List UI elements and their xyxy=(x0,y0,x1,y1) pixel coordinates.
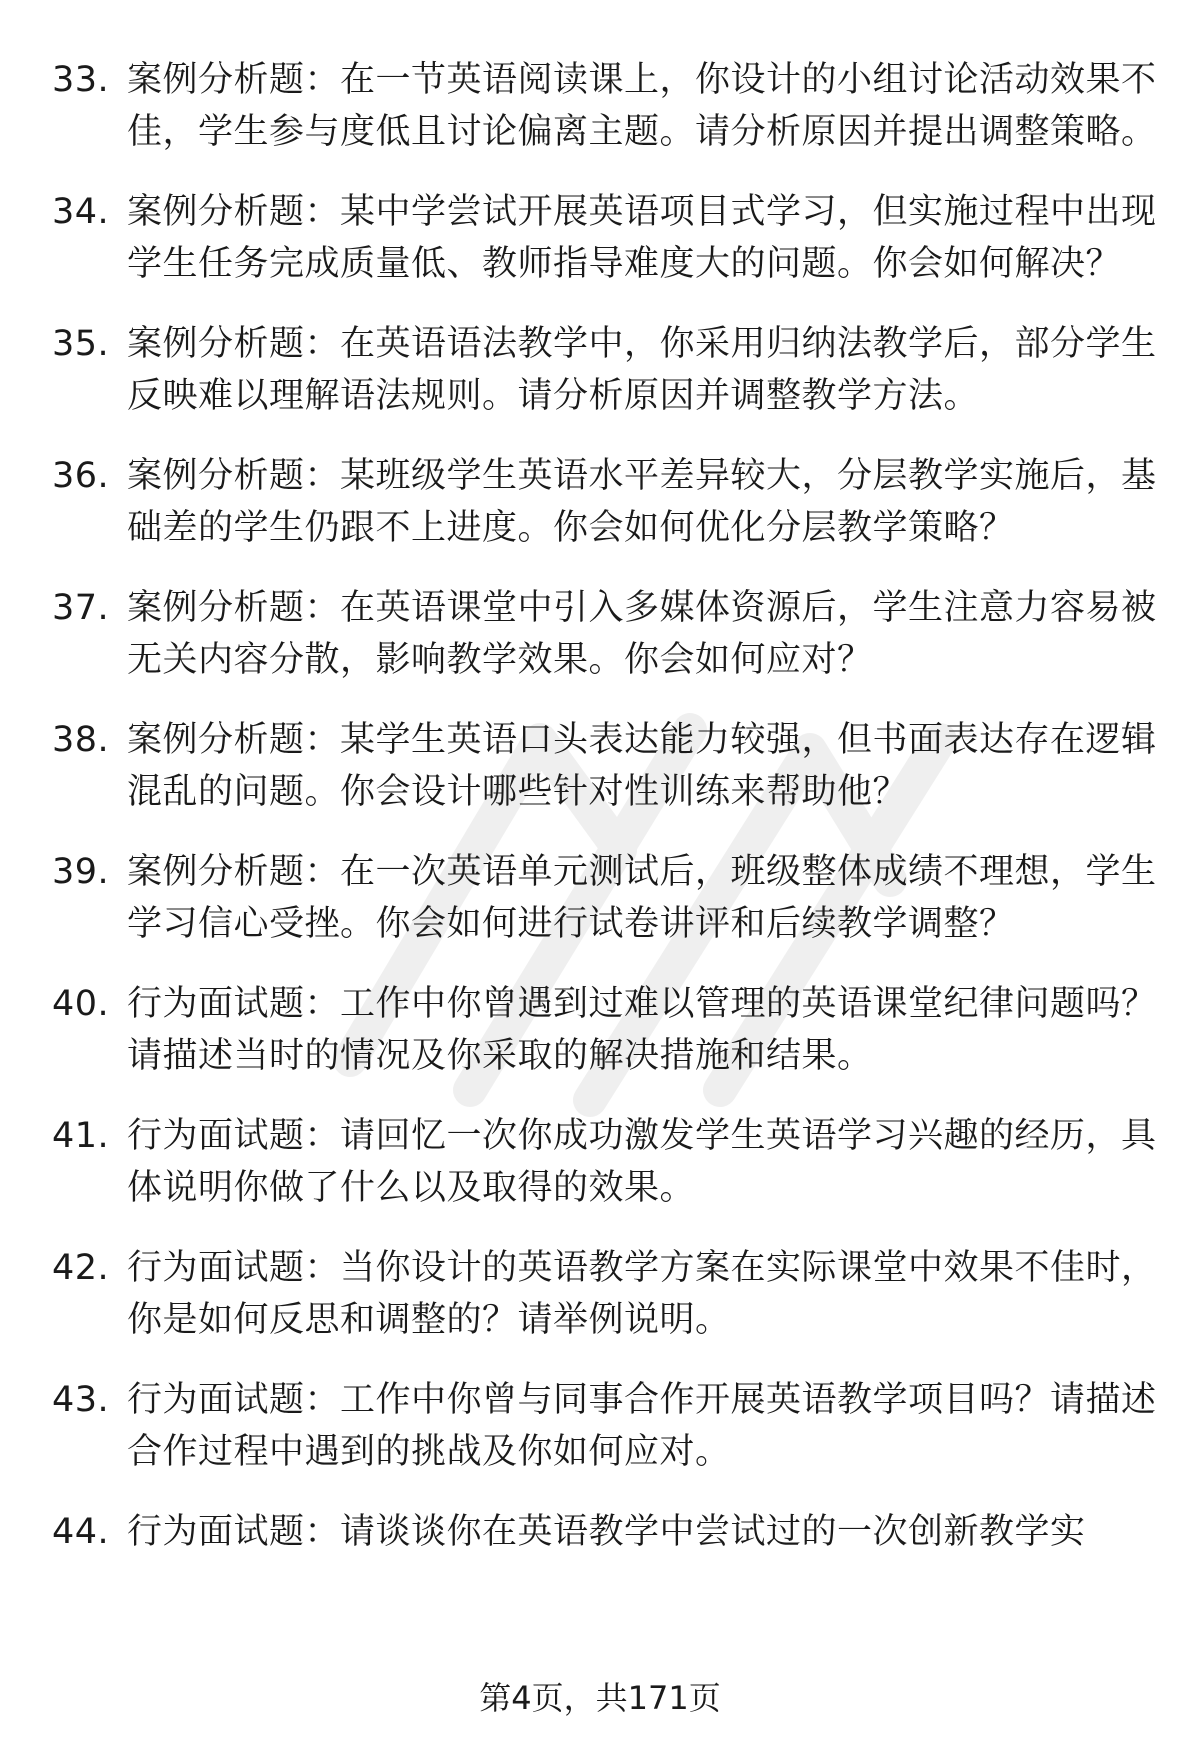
question-text: 案例分析题：在英语课堂中引入多媒体资源后，学生注意力容易被无关内容分散，影响教学效果。你会如何应对？ xyxy=(127,588,1157,680)
question-number: 43. xyxy=(52,1380,110,1420)
question-number: 38. xyxy=(52,720,110,760)
question-item xyxy=(52,1242,1162,1346)
question-item xyxy=(52,450,1162,554)
question-text: 案例分析题：某学生英语口头表达能力较强，但书面表达存在逻辑混乱的问题。你会设计哪些针对性训练来帮助他？ xyxy=(127,720,1157,812)
question-number: 41. xyxy=(52,1116,110,1156)
question-list xyxy=(52,54,1162,1586)
question-text: 案例分析题：在一节英语阅读课上，你设计的小组讨论活动效果不佳，学生参与度低且讨论偏离主题。请分析原因并提出调整策略。 xyxy=(127,60,1157,152)
question-number: 39. xyxy=(52,852,110,892)
question-number: 40. xyxy=(52,984,110,1024)
question-item xyxy=(52,582,1162,686)
question-text: 案例分析题：在一次英语单元测试后，班级整体成绩不理想，学生学习信心受挫。你会如何进行试卷讲评和后续教学调整？ xyxy=(127,852,1157,944)
question-item xyxy=(52,978,1162,1082)
page-footer xyxy=(0,1678,1200,1718)
question-text: 行为面试题：工作中你曾遇到过难以管理的英语课堂纪律问题吗？请描述当时的情况及你采取的解决措施和结果。 xyxy=(127,984,1157,1076)
question-text: 行为面试题：请谈谈你在英语教学中尝试过的一次创新教学实 xyxy=(127,1512,1086,1552)
question-text: 行为面试题：请回忆一次你成功激发学生英语学习兴趣的经历，具体说明你做了什么以及取得的效果。 xyxy=(127,1116,1157,1208)
question-number: 42. xyxy=(52,1248,110,1288)
question-item xyxy=(52,1110,1162,1214)
question-number: 44. xyxy=(52,1512,110,1552)
question-number: 33. xyxy=(52,60,110,100)
question-text: 行为面试题：工作中你曾与同事合作开展英语教学项目吗？请描述合作过程中遇到的挑战及你如何应对。 xyxy=(127,1380,1157,1472)
question-item xyxy=(52,54,1162,158)
question-item xyxy=(52,714,1162,818)
question-text: 案例分析题：某班级学生英语水平差异较大，分层教学实施后，基础差的学生仍跟不上进度。你会如何优化分层教学策略？ xyxy=(127,456,1157,548)
question-item xyxy=(52,318,1162,422)
question-item xyxy=(52,186,1162,290)
question-text: 案例分析题：在英语语法教学中，你采用归纳法教学后，部分学生反映难以理解语法规则。请分析原因并调整教学方法。 xyxy=(127,324,1157,416)
question-item xyxy=(52,1506,1162,1558)
question-item xyxy=(52,846,1162,950)
question-text: 案例分析题：某中学尝试开展英语项目式学习，但实施过程中出现学生任务完成质量低、教师指导难度大的问题。你会如何解决？ xyxy=(127,192,1157,284)
question-text: 行为面试题：当你设计的英语教学方案在实际课堂中效果不佳时，你是如何反思和调整的？请举例说明。 xyxy=(127,1248,1157,1340)
question-number: 37. xyxy=(52,588,110,628)
question-number: 34. xyxy=(52,192,110,232)
question-item xyxy=(52,1374,1162,1478)
page-number-label: 第4页，共171页 xyxy=(479,1679,721,1717)
question-number: 36. xyxy=(52,456,110,496)
question-number: 35. xyxy=(52,324,110,364)
